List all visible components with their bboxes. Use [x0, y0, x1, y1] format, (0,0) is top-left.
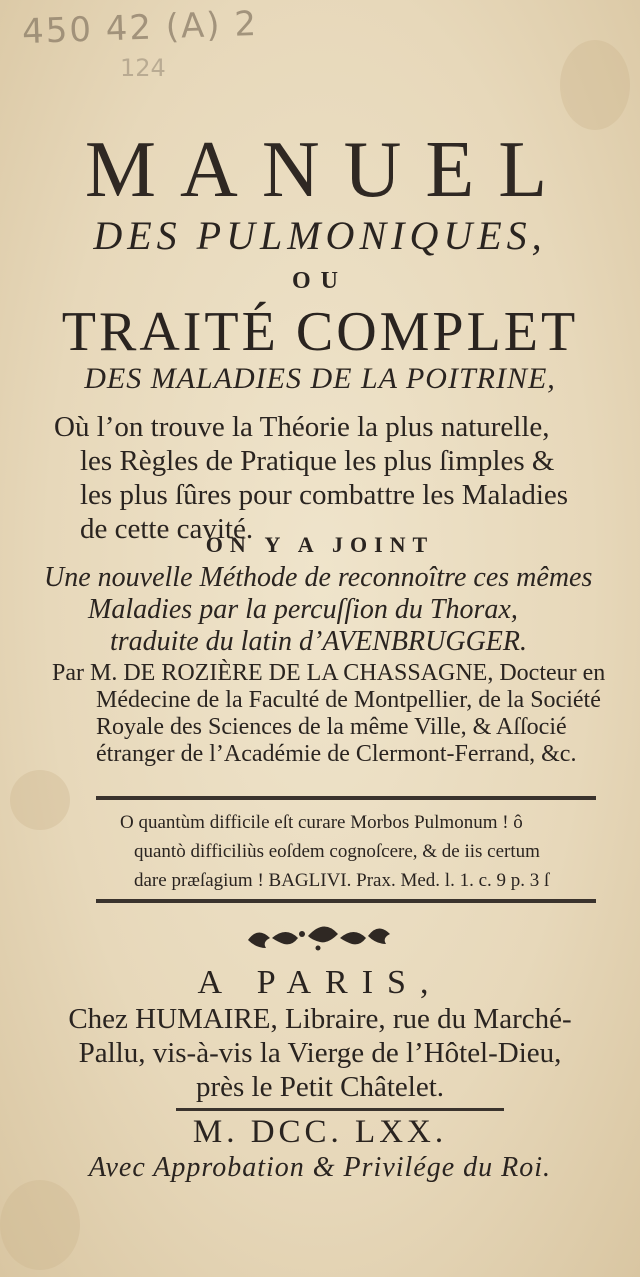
imprint-publisher	[0, 1002, 640, 1104]
epigraph-line: dare præſagium ! BAGLIVI. Prax. Med. l. 1. c. 9 p. 3 ſ	[134, 870, 550, 891]
imprint-line: Pallu, vis-à-vis la Vierge de l’Hôtel-Dieu,	[78, 1037, 562, 1069]
epigraph-line: O quantùm difficile eſt curare Morbos Pulmonum ! ô	[120, 812, 523, 833]
epigraph-line: quantò difficiliùs eoſdem cognoſcere, & de iis certum	[134, 841, 540, 862]
title-maladies: DES MALADIES DE LA POITRINE,	[84, 362, 556, 395]
description-line: les Règles de Pratique les plus ſimples &	[80, 445, 555, 477]
library-shelfmark-small: 124	[120, 54, 166, 82]
foxing-stain	[10, 770, 70, 830]
methode-line: Maladies par la percuſſion du Thorax,	[88, 594, 518, 625]
divider-rule	[176, 1108, 504, 1111]
author-line: étranger de l’Académie de Clermont-Ferrand, &c.	[96, 741, 577, 767]
divider-rule	[96, 796, 596, 800]
imprint-line: Chez HUMAIRE, Libraire, rue du Marché-	[68, 1003, 572, 1035]
title-main: MANUEL	[84, 126, 572, 214]
description-line: Où l’on trouve la Théorie la plus naturelle,	[54, 411, 550, 443]
divider-rule	[96, 899, 596, 903]
foxing-stain	[0, 1180, 80, 1270]
imprint-city: A PARIS,	[197, 964, 443, 1001]
title-ou: OU	[292, 268, 348, 294]
methode	[44, 562, 592, 658]
methode-line: traduite du latin d’AVENBRUGGER.	[110, 626, 527, 657]
library-shelfmark: 450 42 (A) 2	[21, 3, 259, 53]
author-line: Par M. DE ROZIÈRE DE LA CHASSAGNE, Docteur en	[52, 660, 606, 686]
epigraph	[120, 808, 549, 895]
author-line: Royale des Sciences de la même Ville, & Aſſocié	[96, 714, 567, 740]
methode-line: Une nouvelle Méthode de reconnoître ces mêmes	[44, 562, 593, 593]
description-line: de cette cavité.	[80, 513, 254, 545]
description-line: les plus ſûres pour combattre les Maladies	[80, 479, 569, 511]
printer-ornament-icon	[0, 918, 640, 958]
imprint-date: M. DCC. LXX.	[192, 1114, 448, 1150]
author	[52, 660, 605, 768]
description	[54, 410, 568, 546]
title-traite: TRAITÉ COMPLET	[61, 301, 579, 363]
imprint-line: près le Petit Châtelet.	[195, 1071, 445, 1103]
on-y-a-joint: ON Y A JOINT	[205, 532, 435, 557]
foxing-stain	[560, 40, 630, 130]
author-line: Médecine de la Faculté de Montpellier, de la Société	[96, 687, 601, 713]
title-sub: DES PULMONIQUES,	[93, 213, 547, 258]
approbation: Avec Approbation & Privilége du Roi.	[88, 1152, 552, 1183]
